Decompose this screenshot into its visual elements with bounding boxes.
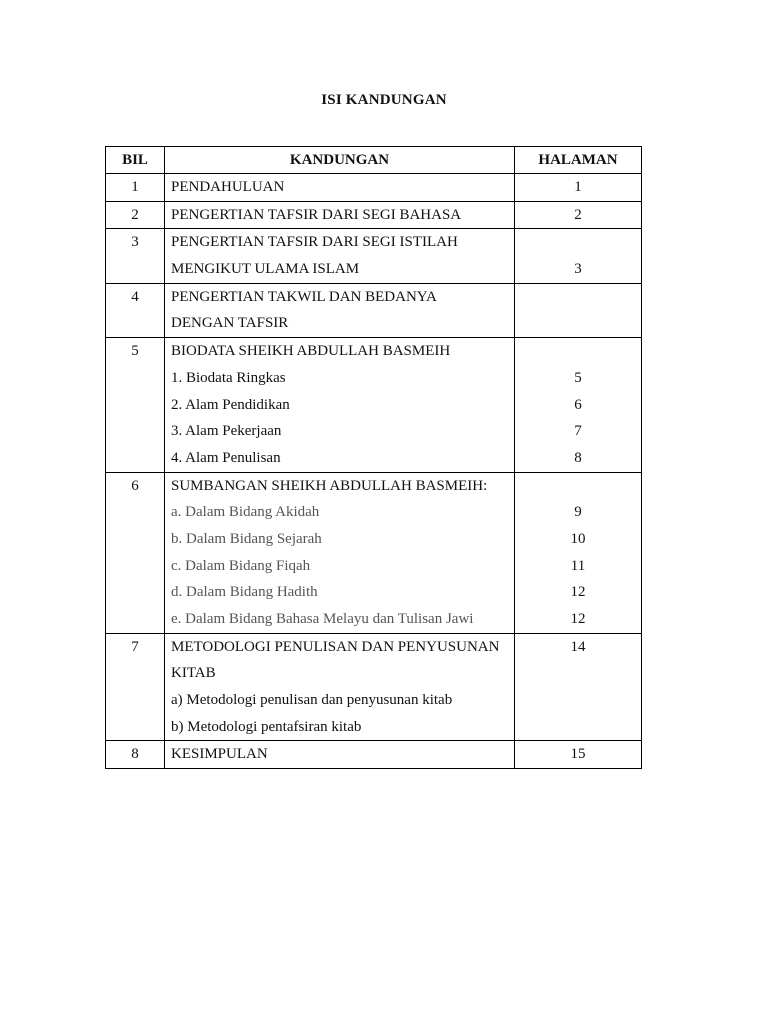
content-cell <box>165 633 515 741</box>
row-number-text: 7 <box>131 638 139 655</box>
table-header-row <box>106 147 642 174</box>
page-cell <box>515 741 642 769</box>
row-number <box>106 472 165 633</box>
content-line: 2. Alam Pendidikan <box>171 396 290 413</box>
content-line: PENGERTIAN TAFSIR DARI SEGI ISTILAH <box>171 234 458 251</box>
page-number <box>515 229 641 256</box>
content-line: a. Dalam Bidang Akidah <box>171 504 320 521</box>
table-row <box>106 633 642 741</box>
page-number <box>515 687 641 714</box>
content-cell <box>165 229 515 283</box>
content-line: e. Dalam Bidang Bahasa Melayu dan Tulisan Jawi <box>171 611 474 627</box>
contents-table <box>105 146 642 769</box>
page-title: ISI KANDUNGAN <box>321 92 447 108</box>
page-number <box>515 660 641 687</box>
table-row <box>106 472 642 633</box>
row-number-text: 3 <box>131 234 139 251</box>
page-number: 1 <box>574 179 582 195</box>
row-number <box>106 229 165 283</box>
content-cell <box>165 338 515 472</box>
page-number <box>515 310 641 337</box>
page-number: 12 <box>570 611 586 627</box>
row-number-text: 8 <box>131 746 139 763</box>
content-line: KESIMPULAN <box>171 746 268 763</box>
row-number-text: 5 <box>131 343 139 360</box>
row-number <box>106 338 165 472</box>
content-line: SUMBANGAN SHEIKH ABDULLAH BASMEIH: <box>171 477 488 494</box>
content-line: MENGIKUT ULAMA ISLAM <box>171 261 360 278</box>
page-number: 3 <box>574 261 582 278</box>
table-body <box>106 174 642 769</box>
content-line: 3. Alam Pekerjaan <box>171 423 282 440</box>
page-number <box>515 338 641 365</box>
page-number: 7 <box>574 423 582 440</box>
table-row <box>106 338 642 472</box>
content-cell <box>165 201 515 229</box>
content-cell <box>165 283 515 337</box>
page-cell <box>515 633 642 741</box>
page-number: 5 <box>574 369 582 386</box>
page-cell <box>515 229 642 283</box>
header-bil: BIL <box>106 147 165 174</box>
page-cell <box>515 201 642 229</box>
page-number <box>515 473 641 500</box>
content-line: 4. Alam Penulisan <box>171 449 281 466</box>
table-row <box>106 201 642 229</box>
table-row <box>106 174 642 202</box>
page-number: 12 <box>570 584 586 601</box>
page-number <box>515 714 641 741</box>
content-line: PENGERTIAN TAKWIL DAN BEDANYA <box>171 288 437 305</box>
content-line: METODOLOGI PENULISAN DAN PENYUSUNAN <box>171 638 500 655</box>
content-cell <box>165 741 515 769</box>
page-number: 15 <box>570 746 586 763</box>
row-number <box>106 741 165 769</box>
content-line: KITAB <box>171 665 216 682</box>
page-cell <box>515 338 642 472</box>
row-number <box>106 174 165 202</box>
content-line: d. Dalam Bidang Hadith <box>171 584 318 601</box>
content-line: a) Metodologi penulisan dan penyusunan kitab <box>171 692 453 709</box>
content-cell <box>165 174 515 202</box>
page-number <box>515 284 641 311</box>
row-number-text: 6 <box>131 477 139 494</box>
content-line: c. Dalam Bidang Fiqah <box>171 557 311 574</box>
content-line: 1. Biodata Ringkas <box>171 369 286 386</box>
content-line: BIODATA SHEIKH ABDULLAH BASMEIH <box>171 343 451 360</box>
row-number <box>106 283 165 337</box>
page-number: 11 <box>570 557 586 574</box>
page-number: 2 <box>574 206 582 223</box>
row-number-text: 1 <box>131 179 139 195</box>
page-number: 8 <box>574 449 582 466</box>
header-kandungan: KANDUNGAN <box>165 147 515 174</box>
content-line: DENGAN TAFSIR <box>171 315 289 332</box>
page-number: 9 <box>574 504 582 521</box>
table-row <box>106 741 642 769</box>
page-number: 14 <box>570 638 586 655</box>
content-line: b) Metodologi pentafsiran kitab <box>171 718 362 735</box>
content-line: PENDAHULUAN <box>171 179 285 195</box>
row-number <box>106 633 165 741</box>
content-line: PENGERTIAN TAFSIR DARI SEGI BAHASA <box>171 206 462 223</box>
page-cell <box>515 283 642 337</box>
content-line: b. Dalam Bidang Sejarah <box>171 530 322 547</box>
page-cell <box>515 174 642 202</box>
table-row <box>106 229 642 283</box>
page-cell <box>515 472 642 633</box>
row-number-text: 4 <box>131 288 139 305</box>
header-halaman: HALAMAN <box>515 147 642 174</box>
row-number <box>106 201 165 229</box>
table-row <box>106 283 642 337</box>
content-cell <box>165 472 515 633</box>
page-number: 6 <box>574 396 582 413</box>
row-number-text: 2 <box>131 206 139 223</box>
page-number: 10 <box>570 530 586 547</box>
